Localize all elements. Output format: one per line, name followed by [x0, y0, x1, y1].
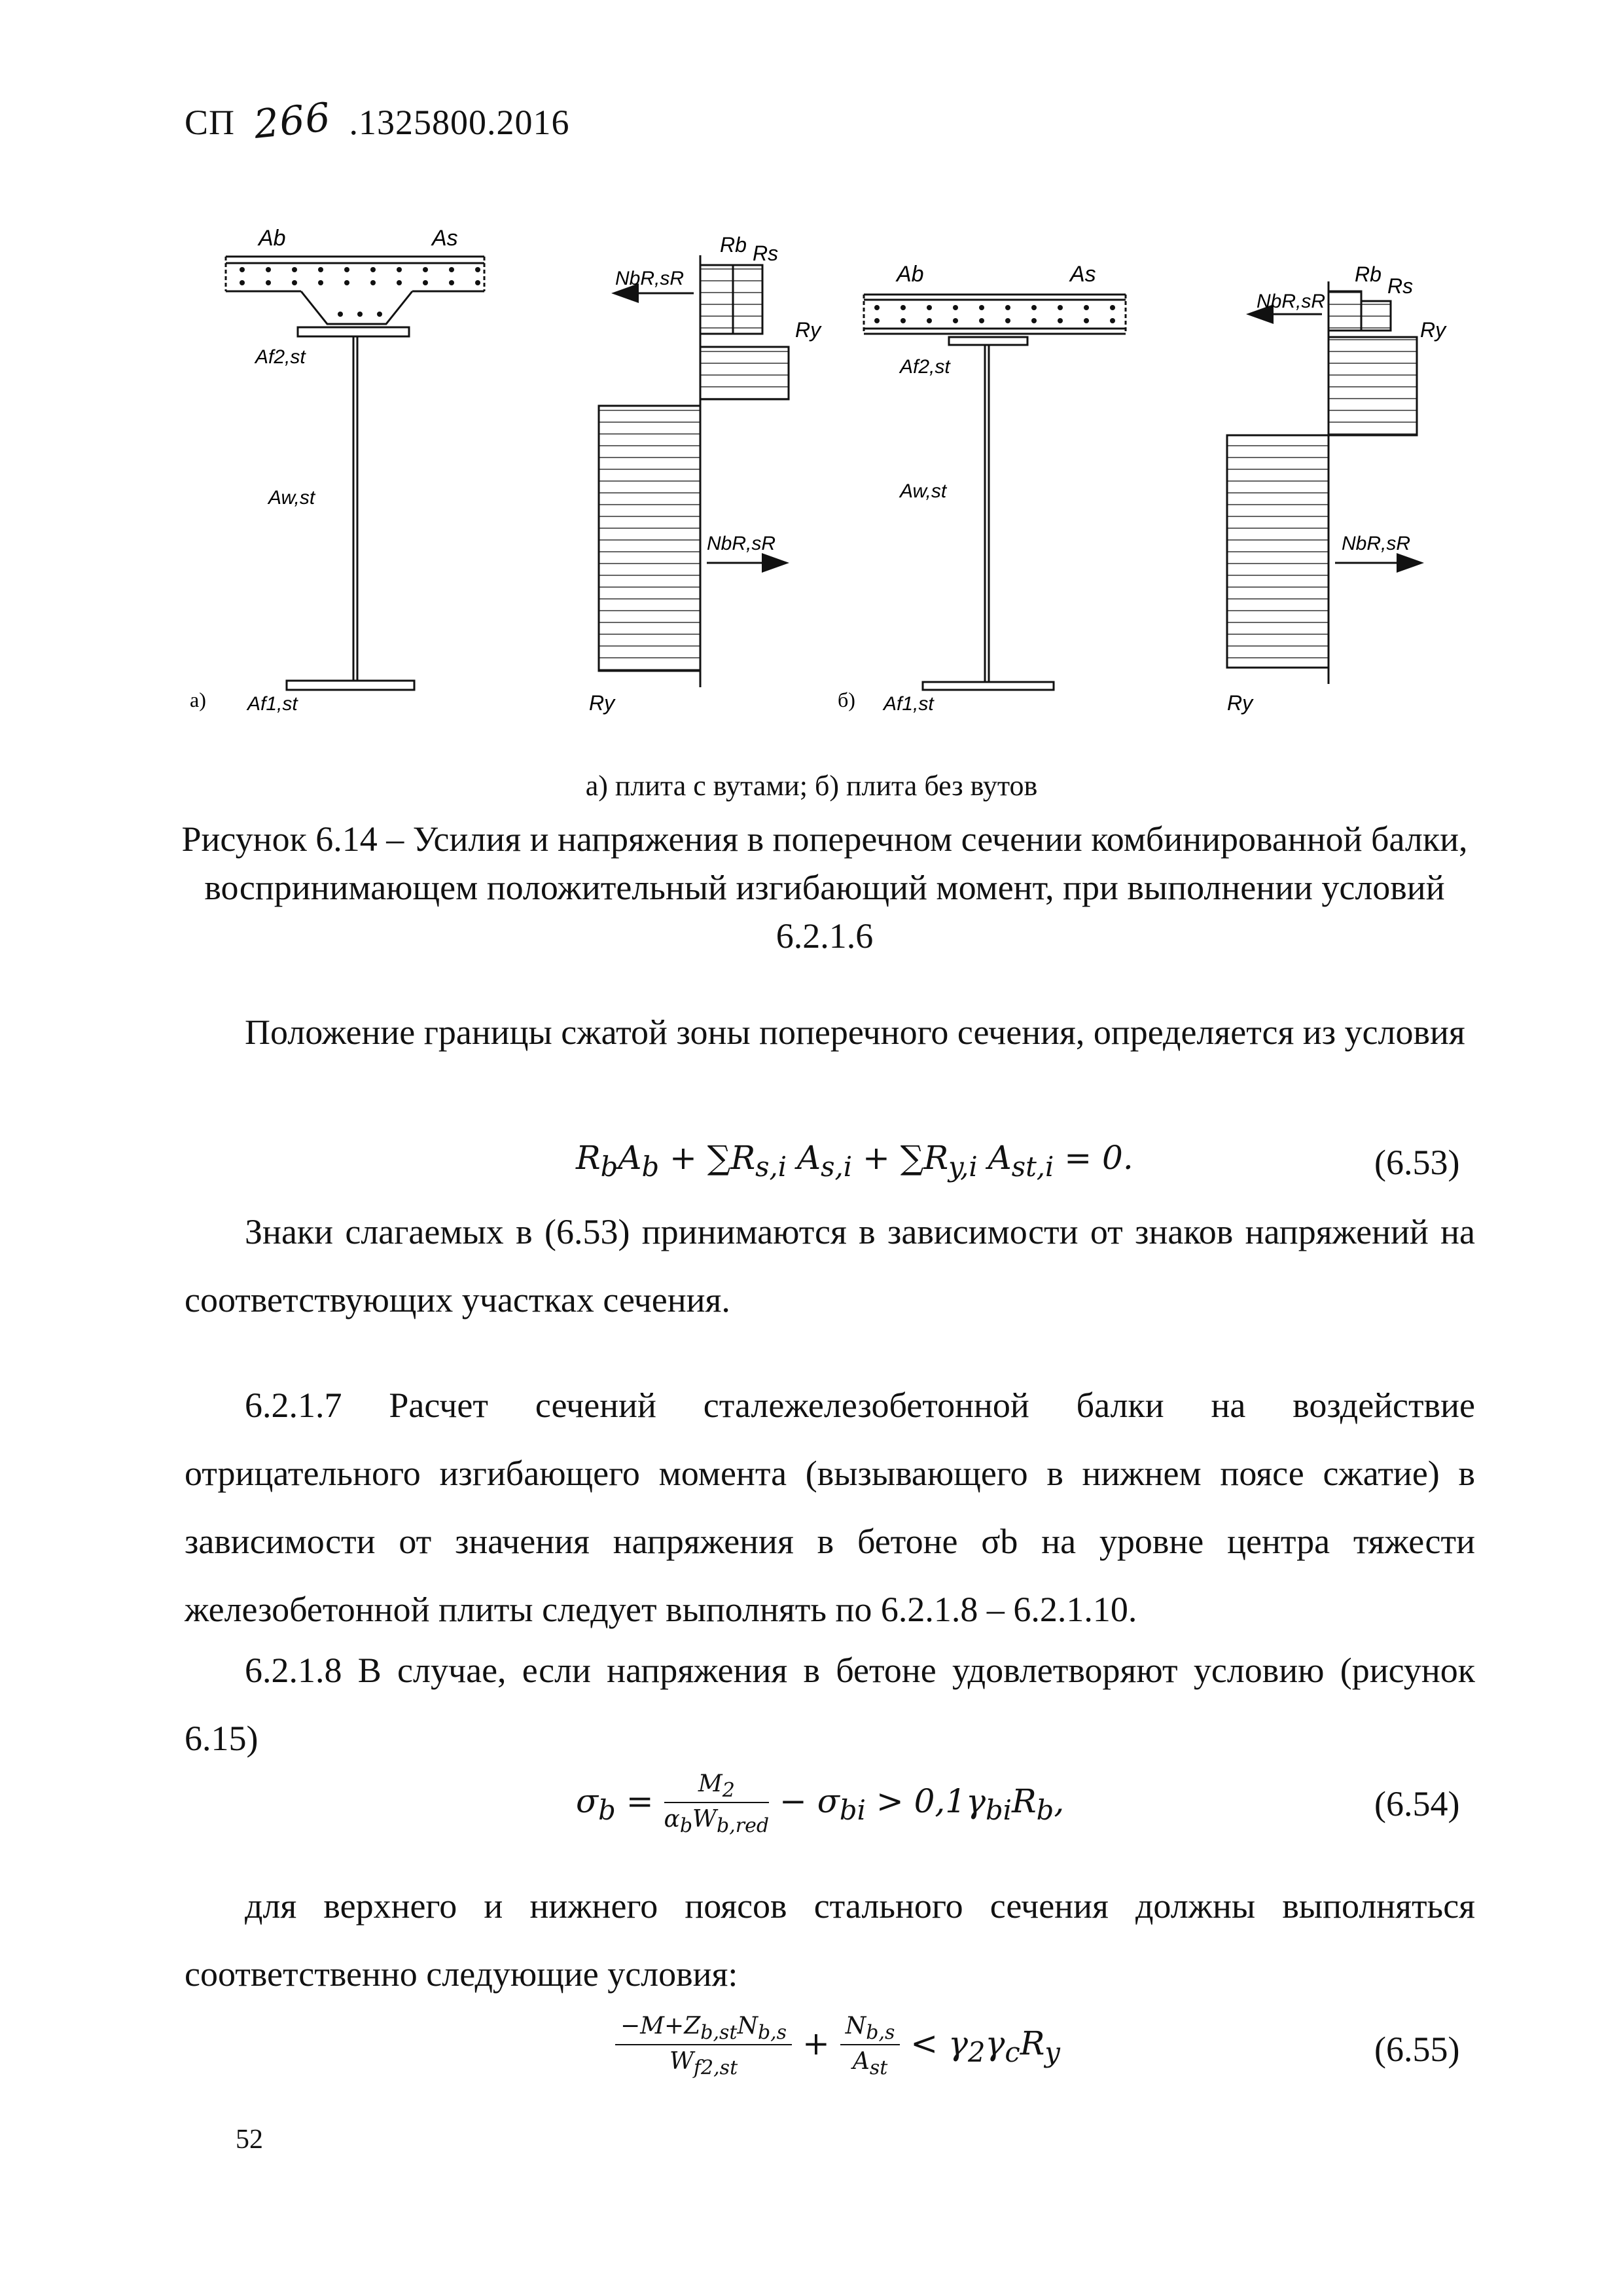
- label-nbrsr-top-b: NbR,sR: [1257, 291, 1326, 312]
- header-suffix: .1325800.2016: [349, 103, 570, 142]
- label-rb-a: Rb: [720, 233, 747, 257]
- label-as-a: As: [432, 226, 458, 251]
- label-ab-a: Ab: [259, 226, 286, 251]
- label-ab-b: Ab: [897, 262, 924, 287]
- label-rs-a: Rs: [753, 242, 779, 265]
- page-number: 52: [236, 2125, 263, 2155]
- stress-diagram-b: [1227, 281, 1420, 684]
- paragraph-3: 6.2.1.7 Расчет сечений сталежелезобетонной балки на воздействие отрицательного изгибающего момента (вызывающего в нижнем поясе сжатие) в зависимости от значения напряжения в бетоне σb на уровне центра тяжести железобетонной плиты следует выполнять по 6.2.1.8 – 6.2.1.10.: [185, 1386, 1475, 1629]
- label-awst-a: Aw,st: [268, 487, 315, 509]
- rebar-dots-b: [874, 305, 1115, 323]
- equation-number-6-54: (6.54): [1374, 1784, 1460, 1823]
- panel-a-label: а): [190, 688, 206, 711]
- equation-number-6-53: (6.53): [1374, 1143, 1460, 1182]
- label-rb-b: Rb: [1355, 262, 1382, 286]
- stress-diagram-a: [599, 255, 789, 687]
- header-prefix: СП: [185, 103, 236, 142]
- equation-number-6-55: (6.55): [1374, 2030, 1460, 2069]
- equation-6-53: $R_bA_b + \sum R_{s,i}$ $A_{s,i} + \sum R_{y,i}$ $A_{st,i} = 0$.: [576, 1139, 1133, 1183]
- label-rs-b: Rs: [1387, 274, 1414, 298]
- label-as-b: As: [1070, 262, 1096, 287]
- label-af1st-a: Af1,st: [247, 693, 298, 715]
- handwritten-number: 266: [251, 94, 333, 148]
- section-a: [226, 257, 484, 690]
- label-nbrsr-bot-a: NbR,sR: [707, 533, 776, 554]
- paragraph-5: для верхнего и нижнего поясов стального сечения должны выполняться соответственно следующие условия:: [185, 1886, 1475, 1994]
- label-nbrsr-top-a: NbR,sR: [615, 268, 685, 289]
- paragraph-2: Знаки слагаемых в (6.53) принимаются в зависимости от знаков напряжений на соответствующих участках сечения.: [185, 1212, 1475, 1319]
- panel-b-label: б): [838, 688, 855, 711]
- paragraph-4: 6.2.1.8 В случае, если напряжения в бетоне удовлетворяют условию (рисунок 6.15): [185, 1651, 1475, 1758]
- label-nbrsr-bot-b: NbR,sR: [1342, 533, 1411, 554]
- figure-caption: Рисунок 6.14 – Усилия и напряжения в поперечном сечении комбинированной балки, воспринимающем положительный изгибающий момент, при выполнении условий 6.2.1.6: [181, 819, 1468, 956]
- label-af2st-b: Af2,st: [900, 356, 950, 378]
- label-awst-b: Aw,st: [900, 480, 947, 502]
- equation-6-55: $\frac{-M+Z_{b,st}N_{b,s}}{W_{f2,st}}$ + $\frac{N_{b,s}}{A_{st}}$ < $\gamma_2\gamma_cR_y$: [615, 2013, 1060, 2079]
- label-ry-top-b: Ry: [1420, 318, 1446, 342]
- figure-6-14: [190, 216, 1479, 740]
- label-af1st-b: Af1,st: [883, 693, 934, 715]
- document-header: [185, 94, 570, 148]
- label-af2st-a: Af2,st: [255, 346, 306, 368]
- label-ry-bot-a: Ry: [589, 691, 615, 715]
- label-ry-bot-b: Ry: [1227, 691, 1253, 715]
- paragraph-1: Положение границы сжатой зоны поперечного сечения, определяется из условия: [245, 1013, 1465, 1052]
- figure-subcaption: а) плита с вутами; б) плита без вутов: [585, 770, 1038, 802]
- label-ry-top-a: Ry: [795, 318, 821, 342]
- equation-6-54: $\sigma_b$ = $\frac{M_2}{\alpha_bW_{b,red}}$ − $\sigma_{bi} > 0,1\gamma_{bi}R_b$,: [576, 1770, 1065, 1838]
